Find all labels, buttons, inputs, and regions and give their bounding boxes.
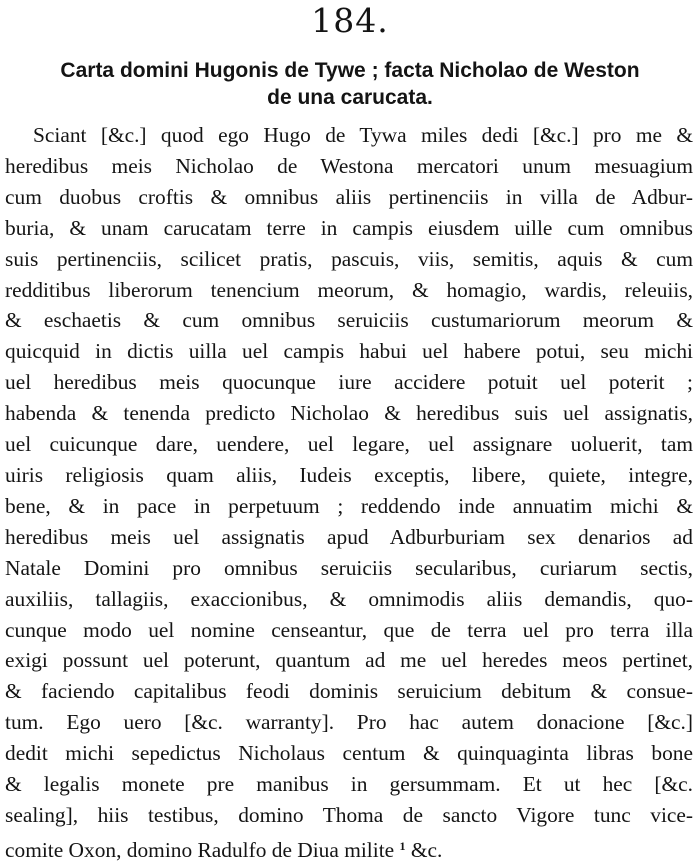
body-line: uel heredibus meis quocunque iure accidere potuit uel poterit ;: [5, 370, 693, 395]
body-line: heredibus meis Nicholao de Westona mercatori unum mesuagium: [5, 153, 693, 178]
body-line: dedit michi sepedictus Nicholaus centum & quinquaginta libras bone: [5, 741, 693, 766]
body-line: buria, & unam carucatam terre in campis eiusdem uille cum omnibus: [5, 215, 693, 240]
body-line: uiris religiosis quam aliis, Iudeis exceptis, libere, quiete, integre,: [5, 462, 693, 487]
page-number: 184.: [311, 1, 389, 40]
body-line: & legalis monete pre manibus in gersummam. Et ut hec [&c.: [5, 772, 693, 797]
body-line-last: [5, 831, 693, 866]
body-line: heredibus meis uel assignatis apud Adburburiam sex denarios ad: [5, 524, 693, 549]
body-line: bene, & in pace in perpetuum ; reddendo inde annuatim michi &: [5, 493, 693, 518]
body-line: tum. Ego uero [&c. warranty]. Pro hac autem donacione [&c.]: [5, 710, 693, 735]
last-line-end: &c.: [405, 837, 443, 862]
body-line: cunque modo uel nomine censeantur, que de terra uel pro terra illa: [5, 617, 693, 642]
body-line: suis pertinenciis, scilicet pratis, pascuis, viis, semitis, aquis & cum: [5, 246, 693, 271]
body-line: redditibus liberorum tenencium meorum, & homagio, wardis, releuiis,: [5, 277, 693, 302]
body-line: cum duobus croftis & omnibus aliis pertinenciis in villa de Adbur-: [5, 184, 693, 209]
body-line: habenda & tenenda predicto Nicholao & heredibus suis uel assignatis,: [5, 401, 693, 426]
body-line: & eschaetis & cum omnibus seruiciis custumariorum meorum &: [5, 308, 693, 333]
body-line: quicquid in dictis uilla uel campis habui uel habere potui, seu michi: [5, 339, 693, 364]
heading-line: Carta domini Hugonis de Tywe ; facta Nicholao de Weston: [60, 59, 640, 82]
footnote-marker: 1: [399, 838, 406, 853]
heading-line: de una carucata.: [267, 86, 433, 109]
charter-body: [5, 120, 693, 866]
body-line: & faciendo capitalibus feodi dominis seruicium debitum & consue-: [5, 679, 693, 704]
body-line: uel cuicunque dare, uendere, uel legare, uel assignare uoluerit, tam: [5, 432, 693, 457]
body-line: sealing], hiis testibus, domino Thoma de sancto Vigore tunc vice-: [5, 802, 693, 827]
body-line: exigi possunt uel poterunt, quantum ad me uel heredes meos pertinet,: [5, 648, 693, 673]
last-line-text: comite Oxon, domino Radulfo de Diua milite: [5, 837, 395, 862]
body-line: Natale Domini pro omnibus seruiciis secularibus, curiarum sectis,: [5, 555, 693, 580]
body-line: auxiliis, tallagiis, exaccionibus, & omnimodis aliis demandis, quo-: [5, 586, 693, 611]
charter-heading: [6, 57, 694, 111]
body-line: Sciant [&c.] quod ego Hugo de Tywa miles dedi [&c.] pro me &: [33, 123, 693, 147]
